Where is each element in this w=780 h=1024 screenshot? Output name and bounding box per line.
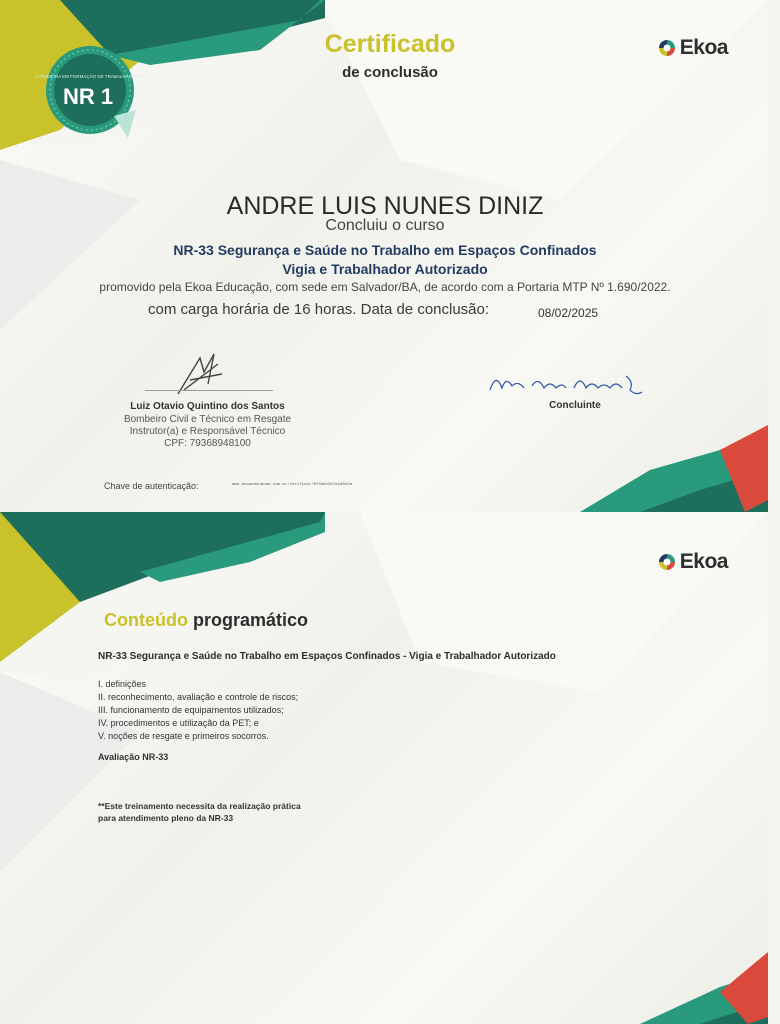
program-course-title: NR-33 Segurança e Saúde no Trabalho em Espaços Confinados - Vigia e Trabalhador Autorizado xyxy=(98,651,556,662)
badge-text: NR 1 xyxy=(62,84,114,109)
auth-key-link[interactable]: www.ekoaeducacao.com.br/verificar/0f4a9c2b7e1d5b3a xyxy=(232,483,353,487)
list-item: IV. procedimentos e utilização da PET; e xyxy=(98,718,259,728)
ekoa-logo xyxy=(657,550,728,574)
certificate-subtitle: de conclusão xyxy=(342,64,438,81)
instructor-signature-icon xyxy=(170,350,230,400)
evaluation-label: Avaliação NR-33 xyxy=(98,752,169,762)
ekoa-logo-text: Ekoa xyxy=(679,36,728,59)
list-item: III. funcionamento de equipamentos utilizados; xyxy=(98,705,284,715)
completed-label: Concluiu o curso xyxy=(325,217,445,234)
practical-note-line2: para atendimento pleno da NR-33 xyxy=(98,813,234,823)
student-name: ANDRE LUIS NUNES DINIZ xyxy=(226,192,544,220)
course-title-line1: NR-33 Segurança e Saúde no Trabalho em Espaços Confinados xyxy=(173,242,597,258)
ekoa-logo-icon xyxy=(657,552,677,572)
ekoa-logo-icon xyxy=(657,38,677,58)
list-item: I. definições xyxy=(98,679,147,689)
workload-text: com carga horária de 16 horas. Data de conclusão: xyxy=(148,301,490,318)
instructor-cpf: CPF: 79368948100 xyxy=(164,438,251,449)
program-heading xyxy=(104,610,308,631)
program-page xyxy=(0,512,768,1024)
list-item: V. noções de resgate e primeiros socorros. xyxy=(98,731,269,741)
practical-note xyxy=(98,800,301,824)
background-shapes xyxy=(0,512,768,1024)
practical-note-line1: **Este treinamento necessita da realização prática xyxy=(98,801,301,811)
student-signature-label: Concluinte xyxy=(549,400,601,411)
badge-small-text: A PRIMEIRA EM FORMAÇÃO DE TRABALHADORES xyxy=(35,74,145,79)
list-item: II. reconhecimento, avaliação e controle de riscos; xyxy=(98,692,299,702)
completion-date: 08/02/2025 xyxy=(538,306,599,320)
promoted-by-text: promovido pela Ekoa Educação, com sede em Salvador/BA, de acordo com a Portaria MTP Nº 1.690/2022. xyxy=(99,280,671,294)
auth-key-label: Chave de autenticação: xyxy=(104,481,199,491)
instructor-name: Luiz Otavio Quintino dos Santos xyxy=(130,401,285,412)
program-topics-list xyxy=(98,678,298,743)
program-heading-highlight: Conteúdo xyxy=(104,610,188,630)
ekoa-logo xyxy=(657,36,728,60)
ekoa-logo-text: Ekoa xyxy=(679,550,728,573)
certificate-title: Certificado xyxy=(324,30,456,58)
instructor-role-2: Instrutor(a) e Responsável Técnico xyxy=(129,426,286,437)
student-signature-icon xyxy=(486,366,650,400)
program-heading-rest: programático xyxy=(193,610,309,630)
course-title-line2: Vigia e Trabalhador Autorizado xyxy=(282,261,488,277)
certificate-page xyxy=(0,0,768,512)
signature-line xyxy=(145,390,273,391)
instructor-role-1: Bombeiro Civil e Técnico em Resgate xyxy=(123,414,292,425)
